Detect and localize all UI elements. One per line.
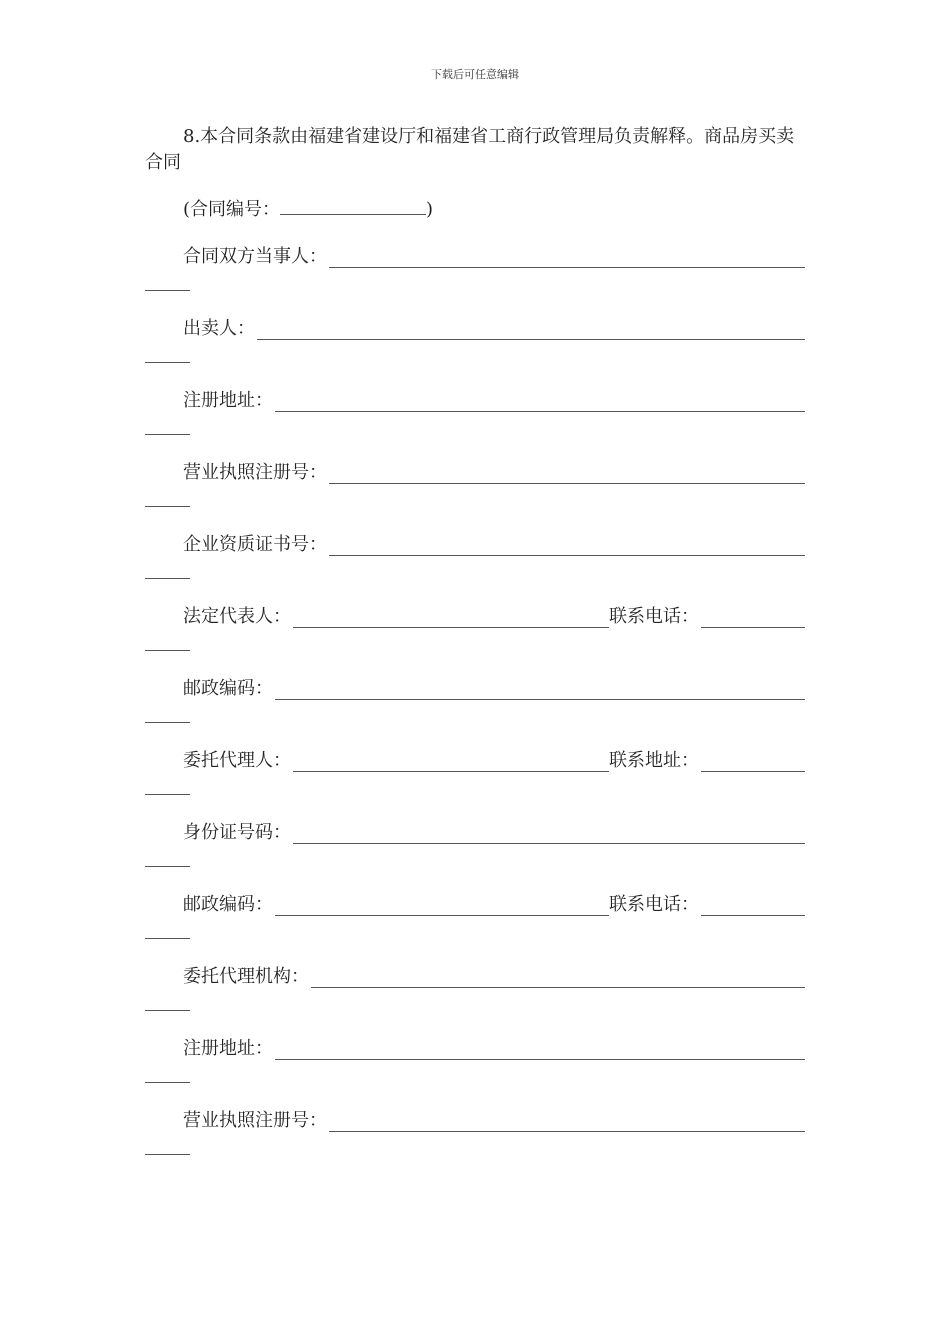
field-label: 营业执照注册号： [183,462,327,483]
fill-blank-continuation [145,434,190,435]
fill-blank-phone [701,611,805,628]
fill-blank [293,827,805,844]
field-parties [145,246,805,294]
fill-blank-continuation [145,362,190,363]
fill-blank-continuation [145,1010,190,1011]
field-label: 注册地址： [183,1038,273,1059]
field-agency-license-number [145,1110,805,1158]
fill-blank-continuation [145,722,190,723]
fill-blank [275,683,805,700]
field-label: 身份证号码： [183,822,291,843]
fill-blank-continuation [145,794,190,795]
intro-paragraph: 8.本合同条款由福建省建设厅和福建省工商行政管理局负责解释。商品房买卖合同 [145,126,795,173]
fill-blank-address [701,755,805,772]
fill-blank-continuation [145,1082,190,1083]
field-label: 合同双方当事人： [183,246,327,267]
field-label: 委托代理人： [183,750,291,771]
page-header: 下载后可任意编辑 [431,68,519,81]
field-qualification-number [145,534,805,582]
fill-blank-phone [701,899,805,916]
contract-number-label: (合同编号： [183,199,281,220]
fill-blank [329,467,805,484]
field-label: 邮政编码： [183,678,273,699]
contract-number-close: ) [426,199,434,220]
contract-number-blank [280,198,426,215]
fill-blank-continuation [145,578,190,579]
field-agency-registered-address [145,1038,805,1086]
fill-blank [257,323,805,340]
field-registered-address [145,390,805,438]
field-label: 注册地址： [183,390,273,411]
fill-blank-continuation [145,1154,190,1155]
field-label: 法定代表人： [183,606,291,627]
field-label-phone: 联系电话： [609,606,699,627]
field-seller [145,318,805,366]
fill-blank [293,755,609,772]
fill-blank [275,395,805,412]
fill-blank [275,1043,805,1060]
fill-blank [329,539,805,556]
field-label: 营业执照注册号： [183,1110,327,1131]
contract-number-line [183,198,433,221]
field-agency [145,966,805,1014]
fill-blank [329,251,805,268]
field-postcode [145,678,805,726]
fill-blank-continuation [145,938,190,939]
fill-blank-continuation [145,650,190,651]
fill-blank [311,971,805,988]
field-label: 邮政编码： [183,894,273,915]
fill-blank-continuation [145,290,190,291]
fill-blank [329,1115,805,1132]
fill-blank-continuation [145,506,190,507]
field-label-address: 联系地址： [609,750,699,771]
field-legal-representative [145,606,805,654]
field-agent-postcode [145,894,805,942]
field-label: 出卖人： [183,318,255,339]
field-agent [145,750,805,798]
field-label: 企业资质证书号： [183,534,327,555]
fill-blank [293,611,609,628]
fill-blank [275,899,609,916]
field-id-number [145,822,805,870]
field-label: 委托代理机构： [183,966,309,987]
field-label-phone: 联系电话： [609,894,699,915]
fill-blank-continuation [145,866,190,867]
field-business-license-number [145,462,805,510]
